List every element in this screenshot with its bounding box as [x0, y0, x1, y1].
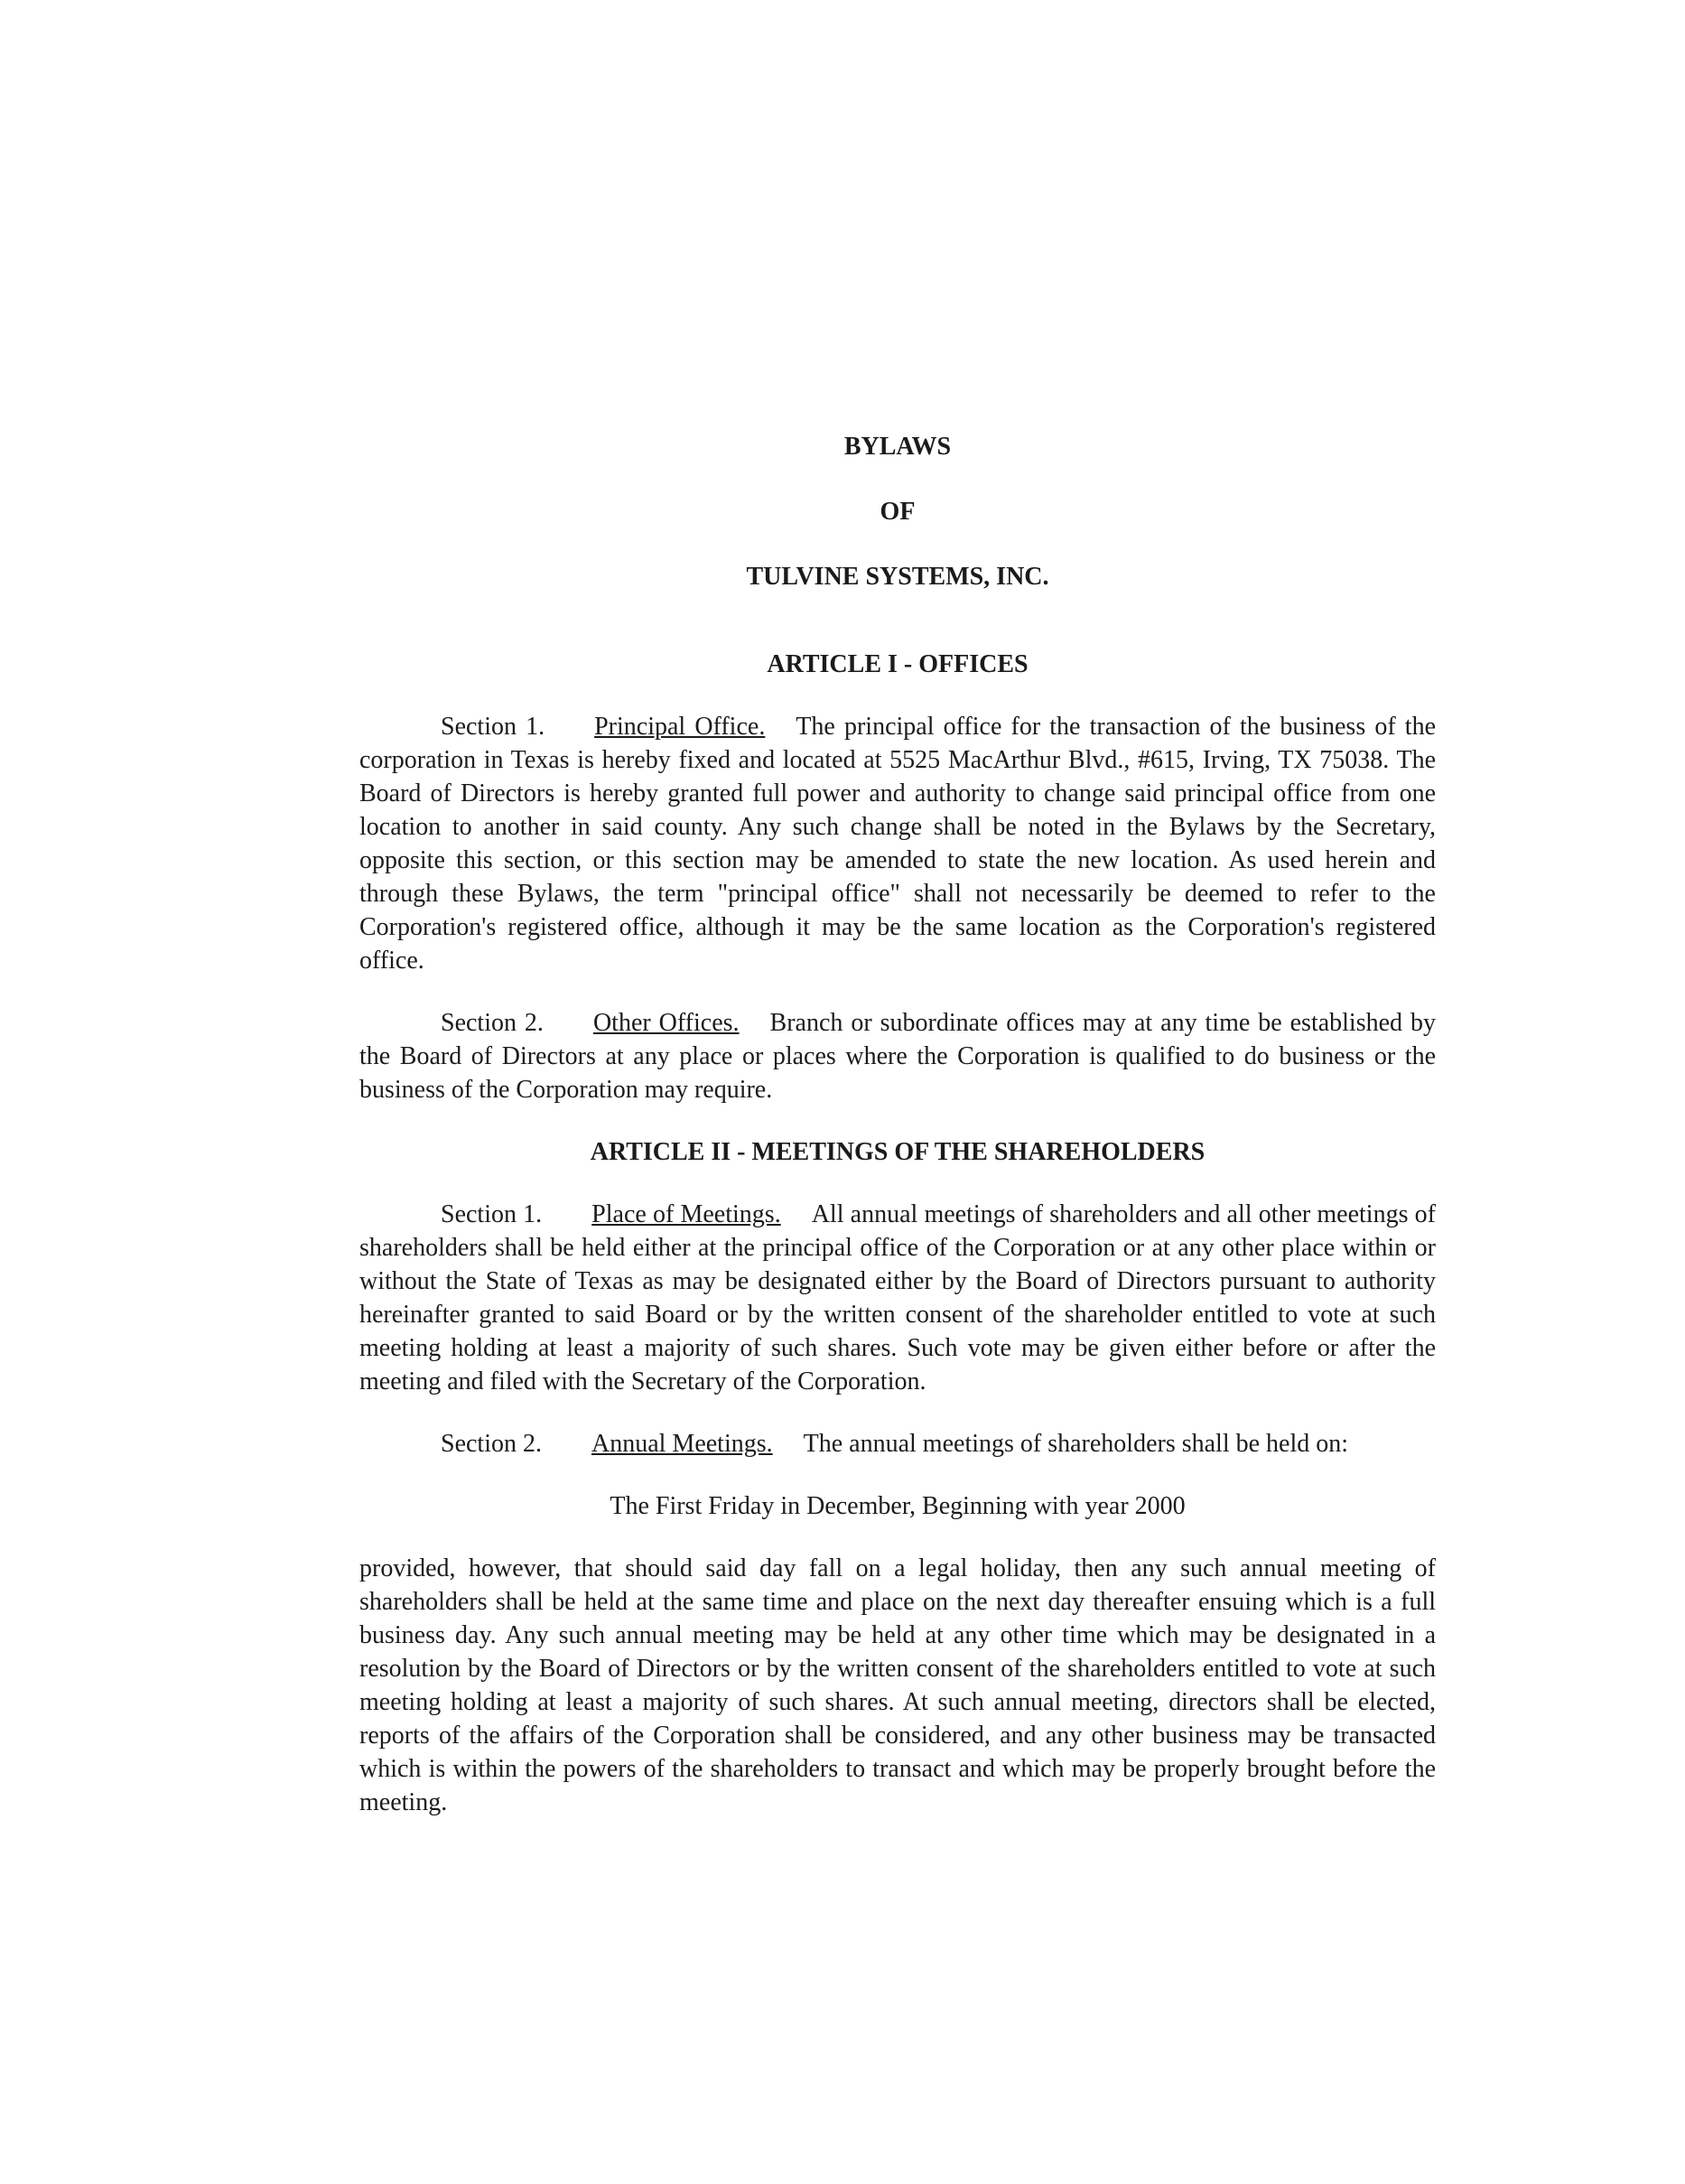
section-title: Other Offices. [592, 1009, 740, 1037]
section-label: Section 2. [441, 1009, 544, 1037]
article-ii-section-2-paragraph [359, 1427, 1436, 1461]
section-label: Section 2. [441, 1430, 542, 1458]
section-body: All annual meetings of shareholders and all other meetings of shareholders shall be held either at the principal office of the Corporation or at any other place within or without the State of Texas as may be designated either by the Board of Directors pursuant to authority hereinafter granted to said Board or by the written consent of the shareholder entitled to vote at such meeting holding at least a majority of such shares. Such vote may be given either before or after the meeting and filed with the Secretary of the Corporation. [359, 1200, 1436, 1395]
section-title: Place of Meetings. [591, 1200, 781, 1228]
article-i-section-1-paragraph [359, 710, 1436, 977]
doc-title-bylaws: BYLAWS [843, 433, 952, 461]
document-content [359, 430, 1436, 1819]
annual-meeting-date-line: The First Friday in December, Beginning with year 2000 [610, 1492, 1186, 1520]
section-title: Annual Meetings. [591, 1430, 773, 1458]
article-ii-section-1-paragraph [359, 1198, 1436, 1398]
section-label: Section 1. [441, 713, 545, 741]
doc-title-of: OF [880, 498, 916, 526]
doc-title-company: TULVINE SYSTEMS, INC. [746, 563, 1049, 591]
section-title: Principal Office. [594, 713, 766, 741]
article-ii-section-2-continuation-paragraph: provided, however, that should said day fall on a legal holiday, then any such annual meeting of shareholders shall be held at the same time and place on the next day thereafter ensuing which is a full business day. Any such annual meeting may be held at any other time which may be designated in a resolution by the Board of Directors or by the written consent of the shareholders entitled to vote at such meeting holding at least a majority of such shares. At such annual meeting, directors shall be elected, reports of the affairs of the Corporation shall be considered, and any other business may be transacted which is within the powers of the shareholders to transact and which may be properly brought before the meeting. [359, 1554, 1436, 1816]
article-i-heading: ARTICLE I - OFFICES [767, 650, 1029, 678]
article-ii-heading: ARTICLE II - MEETINGS OF THE SHAREHOLDERS [590, 1138, 1206, 1166]
section-label: Section 1. [441, 1200, 543, 1228]
section-body: The annual meetings of shareholders shall be held on: [803, 1430, 1349, 1458]
section-body: Branch or subordinate offices may at any time be established by the Board of Directors at any place or places where the Corporation is qualified to do business or the business of the Corporation may require. [359, 1009, 1436, 1104]
article-i-section-2-paragraph [359, 1006, 1436, 1106]
section-body: The principal office for the transaction of the business of the corporation in Texas is hereby fixed and located at 5525 MacArthur Blvd., #615, Irving, TX 75038. The Board of Directors is hereby granted full power and authority to change said principal office from one location to another in said county. Any such change shall be noted in the Bylaws by the Secretary, opposite this section, or this section may be amended to state the new location. As used herein and through these Bylaws, the term "principal office" shall not necessarily be deemed to refer to the Corporation's registered office, although it may be the same location as the Corporation's registered office. [359, 713, 1436, 975]
